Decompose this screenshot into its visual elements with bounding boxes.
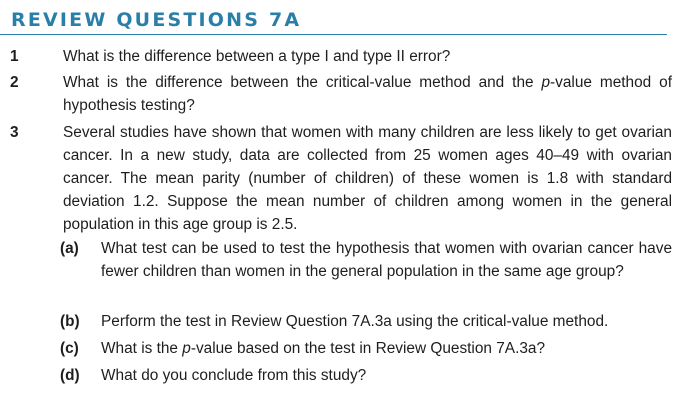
question-3 — [0, 121, 672, 236]
question-number: 3 — [10, 124, 19, 141]
question-3-part-c — [0, 337, 672, 360]
part-text-italic: p — [182, 340, 191, 357]
question-text-part: -value method of hypothesis testing? — [63, 74, 672, 114]
question-text — [63, 71, 672, 117]
title-divider — [0, 34, 667, 35]
part-text-segment: -value based on the test in Review Question 7A.3a? — [190, 340, 546, 357]
part-text: What do you conclude from this study? — [101, 367, 367, 384]
question-1 — [0, 45, 672, 68]
part-text: What test can be used to test the hypothesis that women with ovarian cancer have fewer children than women in the general population in the same age group? — [101, 240, 672, 280]
question-text: What is the difference between a type I and type II error? — [63, 48, 451, 65]
section-title: REVIEW QUESTIONS 7A — [11, 9, 302, 31]
part-label: (b) — [60, 313, 80, 330]
part-label: (d) — [60, 367, 80, 384]
question-number: 1 — [10, 48, 19, 65]
part-text-segment: What is the — [101, 340, 183, 357]
part-label: (c) — [60, 340, 79, 357]
part-text: Perform the test in Review Question 7A.3a using the critical-value method. — [101, 313, 609, 330]
question-3-part-b — [0, 310, 672, 333]
question-text-part: What is the difference between the critical-value method and the — [63, 74, 542, 91]
question-number: 2 — [10, 74, 19, 91]
question-2 — [0, 71, 672, 117]
question-3-part-a — [0, 237, 672, 283]
question-3-part-d — [0, 364, 672, 387]
part-label: (a) — [60, 240, 79, 257]
question-text-italic: p — [541, 74, 551, 91]
part-text — [101, 337, 672, 360]
question-text: Several studies have shown that women with many children are less likely to get ovarian cancer. In a new study, data are collected from 25 women ages 40–49 with ovarian cancer. The mean parity (number of children) of these women is 1.8 with standard deviation 1.2. Suppose the mean number of children among women in the general population in this age group is 2.5. — [63, 124, 672, 233]
